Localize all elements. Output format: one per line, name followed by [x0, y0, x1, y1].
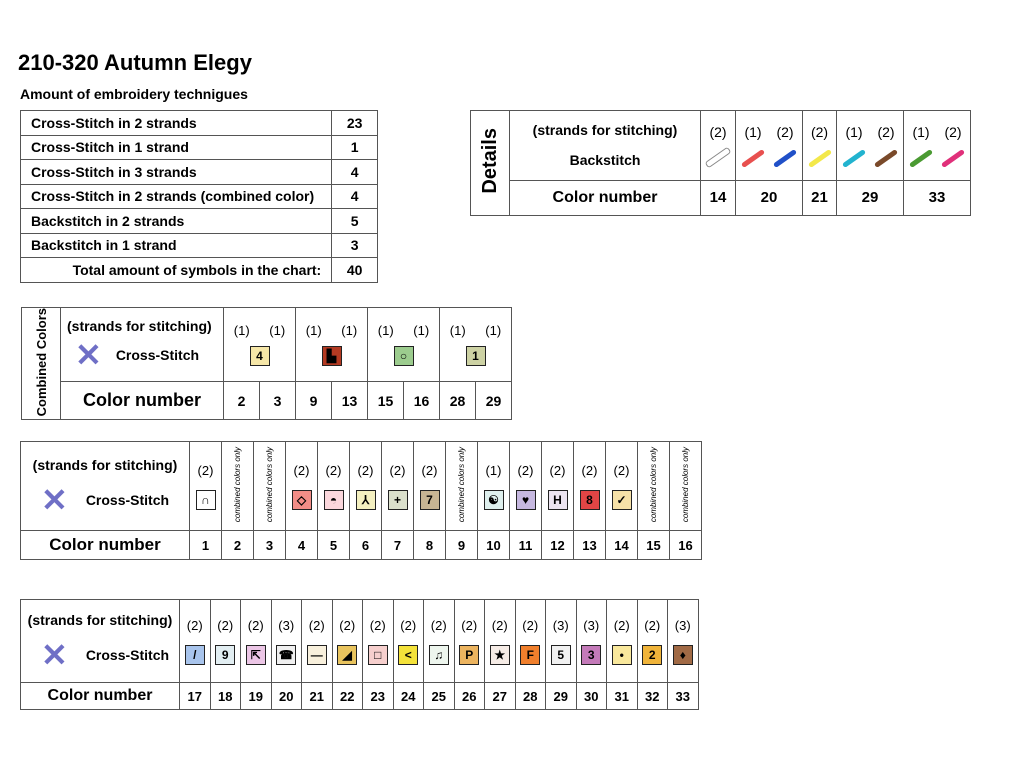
symbol-cell [576, 600, 607, 683]
symbol-swatch: 7 [420, 490, 440, 510]
color-number: 10 [478, 531, 510, 560]
combined-only-note: combined colors only [265, 446, 274, 523]
symbol-swatch: ∩ [196, 490, 216, 510]
summary-label: Backstitch in 1 strand [21, 233, 332, 258]
details-table [470, 110, 971, 216]
summary-label: Cross-Stitch in 1 strand [21, 135, 332, 160]
color-number: 27 [485, 683, 516, 710]
symbol-cell [510, 442, 542, 531]
symbol-swatch: P [459, 645, 479, 665]
strand-count: (2) [877, 124, 895, 141]
summary-value: 40 [332, 258, 378, 283]
symbol-cell [222, 442, 254, 531]
color-number: 21 [803, 180, 837, 215]
summary-value: 3 [332, 233, 378, 258]
section-subtitle: Amount of embroidery technigues [20, 86, 248, 102]
symbol-swatch: ♦ [673, 645, 693, 665]
backstitch-swatch [874, 149, 898, 168]
symbol-swatch: ✓ [612, 490, 632, 510]
strand-count: (2) [517, 462, 534, 478]
type-label: Cross-Stitch [115, 347, 200, 364]
summary-value: 23 [332, 111, 378, 136]
strand-count: (3) [583, 617, 600, 633]
symbol-cell [414, 442, 446, 531]
strand-count: (3) [674, 617, 691, 633]
summary-table [20, 110, 378, 283]
strand-count: (2) [217, 617, 234, 633]
strand-count: (2) [581, 462, 598, 478]
backstitch-swatch [773, 149, 797, 168]
symbol-cell [637, 600, 668, 683]
symbol-cell [332, 600, 363, 683]
strand-count: (2) [549, 462, 566, 478]
strand-count: (2) [197, 462, 214, 478]
backstitch-swatch [941, 149, 965, 168]
symbol-swatch: ◓ [324, 490, 344, 510]
summary-value: 5 [332, 209, 378, 234]
backstitch-swatch [909, 149, 933, 168]
summary-label: Backstitch in 2 strands [21, 209, 332, 234]
color-number: 29 [476, 381, 512, 420]
strand-count: (2) [944, 124, 962, 141]
strand-count: (2) [709, 124, 727, 141]
symbol-cell [542, 442, 574, 531]
strand-count: (2) [491, 617, 508, 633]
symbol-cell [606, 442, 638, 531]
cross-stitch-icon: ✕ [41, 637, 68, 673]
strand-count: (2) [613, 462, 630, 478]
symbol-swatch: — [307, 645, 327, 665]
symbol-cell [271, 600, 302, 683]
strand-count: (2) [522, 617, 539, 633]
color-number: 28 [515, 683, 546, 710]
color-number: 25 [424, 683, 455, 710]
symbol-cell [302, 600, 333, 683]
strands-label: (strands for stitching) [27, 612, 173, 628]
combined-only-note: combined colors only [233, 446, 242, 523]
symbol-swatch: ☯ [484, 490, 504, 510]
symbol-cell [190, 442, 222, 531]
symbol-cell [546, 600, 577, 683]
symbol-cell [515, 600, 546, 683]
symbol-swatch: 4 [250, 346, 270, 366]
strand-count: (1) [305, 322, 322, 338]
symbol-swatch: ▙ [322, 346, 342, 366]
symbol-swatch: ☎ [276, 645, 296, 665]
symbol-swatch: • [612, 645, 632, 665]
symbol-swatch: F [520, 645, 540, 665]
backstitch-swatch [842, 149, 866, 168]
strand-count: (2) [308, 617, 325, 633]
strand-count: (2) [430, 617, 447, 633]
symbol-cell [638, 442, 670, 531]
color-number: 33 [668, 683, 699, 710]
symbol-cell [350, 442, 382, 531]
color-number: 13 [332, 381, 368, 420]
symbol-swatch: ⇱ [246, 645, 266, 665]
summary-row [21, 184, 378, 209]
strand-count: (2) [325, 462, 342, 478]
color-number: 29 [546, 683, 577, 710]
symbol-cell [210, 600, 241, 683]
summary-label: Cross-Stitch in 2 strands [21, 111, 332, 136]
color-number: 32 [637, 683, 668, 710]
color-number-label: Color number [21, 683, 180, 710]
strand-count: (2) [389, 462, 406, 478]
color-number: 8 [414, 531, 446, 560]
strand-count: (1) [341, 322, 358, 338]
details-label: Details [478, 127, 501, 194]
symbol-swatch: 8 [580, 490, 600, 510]
symbol-cell [446, 442, 478, 531]
symbol-swatch: < [398, 645, 418, 665]
strand-count: (1) [233, 322, 250, 338]
summary-row [21, 258, 378, 283]
symbol-cell [670, 442, 702, 531]
symbol-swatch: / [185, 645, 205, 665]
summary-value: 4 [332, 184, 378, 209]
strand-count: (1) [744, 124, 762, 141]
type-label: Cross-Stitch [85, 492, 170, 508]
combined-colors-table [21, 307, 512, 420]
strand-count: (2) [186, 617, 203, 633]
color-number-label: Color number [21, 531, 190, 560]
cross-stitch-table-2 [20, 599, 699, 710]
summary-label: Total amount of symbols in the chart: [21, 258, 332, 283]
strand-count: (1) [485, 322, 502, 338]
color-number: 16 [404, 381, 440, 420]
strand-count: (2) [293, 462, 310, 478]
symbol-swatch: ○ [394, 346, 414, 366]
color-number-label: Color number [510, 180, 701, 215]
summary-label: Cross-Stitch in 2 strands (combined color) [21, 184, 332, 209]
cross-stitch-icon: ✕ [41, 482, 68, 518]
page-title: 210-320 Autumn Elegy [18, 50, 252, 75]
strand-count: (2) [339, 617, 356, 633]
symbol-cell [424, 600, 455, 683]
strand-count: (2) [400, 617, 417, 633]
summary-row [21, 135, 378, 160]
color-number: 15 [638, 531, 670, 560]
symbol-cell [180, 600, 211, 683]
type-label: Cross-Stitch [85, 647, 170, 663]
strands-label: (strands for stitching) [67, 318, 212, 335]
symbol-cell [574, 442, 606, 531]
color-number: 31 [607, 683, 638, 710]
color-number: 24 [393, 683, 424, 710]
symbol-cell [454, 600, 485, 683]
symbol-swatch: ⅄ [356, 490, 376, 510]
color-number: 14 [606, 531, 638, 560]
strand-count: (2) [421, 462, 438, 478]
strand-count: (2) [613, 617, 630, 633]
color-number: 3 [260, 381, 296, 420]
color-number: 30 [576, 683, 607, 710]
summary-row [21, 233, 378, 258]
color-number: 5 [318, 531, 350, 560]
symbol-swatch: H [548, 490, 568, 510]
symbol-swatch: ★ [490, 645, 510, 665]
strand-count: (2) [644, 617, 661, 633]
symbol-cell [607, 600, 638, 683]
color-number: 13 [574, 531, 606, 560]
symbol-swatch: + [388, 490, 408, 510]
combined-only-note: combined colors only [649, 446, 658, 523]
combined-only-note: combined colors only [681, 446, 690, 523]
backstitch-swatch [741, 149, 765, 168]
symbol-swatch: 5 [551, 645, 571, 665]
color-number: 2 [224, 381, 260, 420]
strand-count: (1) [269, 322, 286, 338]
symbol-cell [363, 600, 394, 683]
color-number: 19 [241, 683, 272, 710]
color-number: 3 [254, 531, 286, 560]
color-number: 23 [363, 683, 394, 710]
color-number: 9 [446, 531, 478, 560]
combined-label: Combined Colors [33, 308, 49, 417]
type-label: Backstitch [569, 152, 641, 169]
combined-only-note: combined colors only [457, 446, 466, 523]
summary-row [21, 160, 378, 185]
strand-count: (3) [278, 617, 295, 633]
symbol-swatch: ♥ [516, 490, 536, 510]
color-number: 11 [510, 531, 542, 560]
color-number: 14 [701, 180, 736, 215]
strand-count: (2) [357, 462, 374, 478]
color-number-label: Color number [61, 381, 224, 420]
color-number: 29 [837, 180, 904, 215]
color-number: 26 [454, 683, 485, 710]
strand-count: (1) [912, 124, 930, 141]
symbol-cell [668, 600, 699, 683]
backstitch-swatch [807, 149, 831, 168]
color-number: 6 [350, 531, 382, 560]
symbol-swatch: 1 [466, 346, 486, 366]
color-number: 4 [286, 531, 318, 560]
strand-count: (2) [810, 124, 829, 141]
symbol-swatch: 2 [642, 645, 662, 665]
symbol-swatch: ◇ [292, 490, 312, 510]
summary-row [21, 111, 378, 136]
color-number: 15 [368, 381, 404, 420]
strands-label: (strands for stitching) [532, 122, 678, 139]
strand-count: (2) [369, 617, 386, 633]
symbol-swatch: 3 [581, 645, 601, 665]
color-number: 16 [670, 531, 702, 560]
symbol-swatch: ◢ [337, 645, 357, 665]
strand-count: (2) [247, 617, 264, 633]
strands-label: (strands for stitching) [32, 457, 178, 473]
strand-count: (1) [845, 124, 863, 141]
strand-count: (1) [413, 322, 430, 338]
strand-count: (2) [776, 124, 794, 141]
symbol-cell [393, 600, 424, 683]
strand-count: (3) [552, 617, 569, 633]
symbol-swatch: 9 [215, 645, 235, 665]
symbol-cell [286, 442, 318, 531]
color-number: 20 [736, 180, 803, 215]
strand-count: (2) [461, 617, 478, 633]
color-number: 12 [542, 531, 574, 560]
summary-value: 4 [332, 160, 378, 185]
color-number: 22 [332, 683, 363, 710]
symbol-cell [318, 442, 350, 531]
symbol-cell [485, 600, 516, 683]
color-number: 21 [302, 683, 333, 710]
cross-stitch-icon: ✕ [75, 337, 102, 374]
symbol-cell [478, 442, 510, 531]
strand-count: (1) [449, 322, 466, 338]
summary-label: Cross-Stitch in 3 strands [21, 160, 332, 185]
strand-count: (1) [485, 462, 502, 478]
color-number: 9 [296, 381, 332, 420]
summary-value: 1 [332, 135, 378, 160]
color-number: 1 [190, 531, 222, 560]
symbol-cell [254, 442, 286, 531]
color-number: 2 [222, 531, 254, 560]
strand-count: (1) [377, 322, 394, 338]
color-number: 33 [904, 180, 971, 215]
color-number: 28 [440, 381, 476, 420]
symbol-swatch: ♫ [429, 645, 449, 665]
symbol-cell [241, 600, 272, 683]
symbol-swatch: □ [368, 645, 388, 665]
symbol-cell [382, 442, 414, 531]
summary-row [21, 209, 378, 234]
color-number: 7 [382, 531, 414, 560]
cross-stitch-table-1 [20, 441, 702, 560]
color-number: 18 [210, 683, 241, 710]
color-number: 17 [180, 683, 211, 710]
backstitch-swatch [705, 147, 732, 169]
color-number: 20 [271, 683, 302, 710]
